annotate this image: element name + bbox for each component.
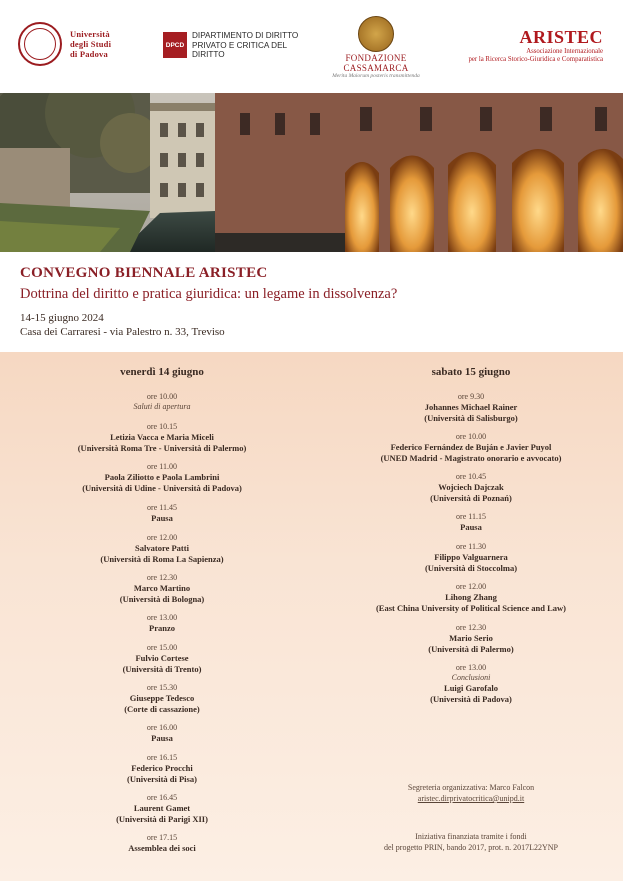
event-dates: 14-15 giugno 2024 [20,312,104,324]
slot-time: ore 15.30 [146,683,178,692]
university-name-line1: Università [70,29,110,39]
department-name [192,31,298,60]
department-name-line3: DIRITTO [192,50,225,59]
day1-slot-13 [52,833,272,854]
slot-speaker: Mario Serio [449,633,493,643]
day1-slot-8 [52,643,272,674]
slot-affiliation: (Università di Salisburgo) [424,412,518,423]
aristec-logo [433,27,603,64]
slot-affiliation: (Università di Palermo) [428,643,514,654]
slot-speaker: Federico Procchi [131,763,193,773]
slot-time: ore 15.00 [146,643,178,652]
slot-time: ore 16.15 [146,753,178,762]
foundation-name: FONDAZIONE CASSAMARCA [343,53,409,73]
day1-slot-12 [52,793,272,824]
foundation-motto: Merita Maiorum posteris transmittenda [332,73,420,79]
slot-time: ore 12.00 [455,582,487,591]
contact-email-link[interactable]: aristec.dirprivatocritica@unipd.it [417,794,525,803]
slot-time: ore 10.45 [455,472,487,481]
slot-time: ore 11.45 [147,503,177,512]
slot-affiliation: (Corte di cassazione) [124,703,200,714]
day1-slot-7 [52,613,272,634]
event-place: Casa dei Carraresi - via Palestro n. 33, Treviso [20,326,225,338]
treviso-canal-photo [0,93,623,252]
day1-slot-2 [52,422,272,453]
slot-time: ore 10.00 [455,432,487,441]
event-title: CONVEGNO BIENNALE ARISTEC [20,265,268,281]
day1-slot-4 [52,503,272,524]
day2-slot-4 [350,512,592,533]
day2-slot-7 [350,623,592,654]
slot-time: ore 12.30 [455,623,487,632]
day1-slot-9 [52,683,272,714]
funding-line-1: Iniziativa finanziata tramite i fondi [415,832,527,841]
slot-speaker: Federico Fernández de Buján e Javier Puyol [390,442,552,452]
day1-heading: venerdì 14 giugno [120,366,204,378]
slot-affiliation: (UNED Madrid - Magistrato onorario e avvocato) [380,452,562,463]
slot-speaker: Salvatore Patti [135,543,189,553]
university-name-line2: degli Studi [70,39,112,49]
slot-affiliation: (Università di Padova) [430,693,512,704]
day1-slot-5 [52,533,272,564]
secretary-line: Segreteria organizzativa: Marco Falcon [407,783,535,792]
slot-affiliation: (Università Roma Tre - Università di Palermo) [77,442,247,453]
university-seal-icon [18,22,62,66]
foundation-logo [318,16,434,79]
header [0,0,623,93]
day2-slot-2 [350,432,592,463]
slot-break: Pausa [460,522,482,532]
slot-affiliation: (East China University of Political Science and Law) [375,602,567,613]
funding-line-2: del progetto PRIN, bando 2017, prot. n. 2017L22YNP [384,843,558,852]
university-name-line3: di Padova [70,49,108,59]
department-logo [163,31,298,60]
slot-affiliation: (Università di Pisa) [127,773,197,784]
day2-heading: sabato 15 giugno [431,366,511,378]
day2-slot-5 [350,542,592,573]
slot-assembly: Assemblea dei soci [128,843,196,853]
slot-speaker: Paola Ziliotto e Paola Lambrini [104,472,220,482]
aristec-name: ARISTEC [519,27,603,47]
slot-speaker: Fulvio Cortese [135,653,189,663]
event-subtitle: Dottrina del diritto e pratica giuridica: un legame in dissolvenza? [20,286,398,302]
department-name-line2: PRIVATO E CRITICA DEL [192,40,288,50]
slot-break: Pranzo [149,623,175,633]
day2-slot-6 [350,582,592,613]
slot-affiliation: (Università di Trento) [122,663,202,674]
dpcd-badge: DPCD [163,32,187,58]
program-section [0,352,623,881]
slot-time: ore 12.00 [146,533,178,542]
slot-note: Conclusioni [451,673,491,682]
day1-slot-3 [52,462,272,493]
slot-speaker: Luigi Garofalo [444,683,498,693]
slot-note: Saluti di apertura [133,402,191,411]
slot-speaker: Johannes Michael Rainer [424,402,518,412]
slot-time: ore 10.15 [146,422,178,431]
slot-time: ore 10.00 [146,392,178,401]
day1-slot-6 [52,573,272,604]
slot-time: ore 13.00 [146,613,178,622]
slot-speaker: Lihong Zhang [445,592,497,602]
aristec-subtitle-1: Associazione Internazionale [526,48,603,55]
slot-affiliation: (Università di Parigi XII) [116,813,208,824]
slot-affiliation: (Università di Poznań) [430,492,512,503]
slot-affiliation: (Università di Udine - Università di Padova) [82,482,242,493]
day1-slot-10 [52,723,272,744]
day2-slot-1 [350,392,592,423]
slot-time: ore 12.30 [146,573,178,582]
slot-time: ore 16.45 [146,793,178,802]
slot-speaker: Giuseppe Tedesco [129,693,195,703]
slot-speaker: Letizia Vacca e Maria Miceli [110,432,214,442]
university-logo [18,22,111,66]
day1-slot-11 [52,753,272,784]
slot-time: ore 16.00 [146,723,178,732]
slot-speaker: Marco Martino [133,583,191,593]
day1-slot-1 [52,392,272,412]
day2-slot-8 [350,663,592,704]
aristec-subtitle-2: per la Ricerca Storico-Giuridica e Comparatistica [468,56,603,63]
slot-speaker: Laurent Gamet [133,803,191,813]
slot-time: ore 11.30 [456,542,486,551]
department-name-line1: DIPARTIMENTO DI DIRITTO [192,31,299,40]
slot-speaker: Filippo Valguarnera [434,552,508,562]
university-name [70,29,111,59]
slot-affiliation: (Università di Stoccolma) [424,562,518,573]
slot-speaker: Wojciech Dajczak [438,482,504,492]
day2-slot-3 [350,472,592,503]
slot-time: ore 11.00 [147,462,177,471]
slot-time: ore 9.30 [457,392,485,401]
slot-break: Pausa [151,733,173,743]
slot-time: ore 11.15 [456,512,486,521]
foundation-seal-icon [358,16,394,52]
slot-affiliation: (Università di Roma La Sapienza) [100,553,224,564]
slot-affiliation: (Università di Bologna) [119,593,205,604]
event-title-area [0,252,623,352]
slot-break: Pausa [151,513,173,523]
slot-time: ore 13.00 [455,663,487,672]
slot-time: ore 17.15 [146,833,178,842]
